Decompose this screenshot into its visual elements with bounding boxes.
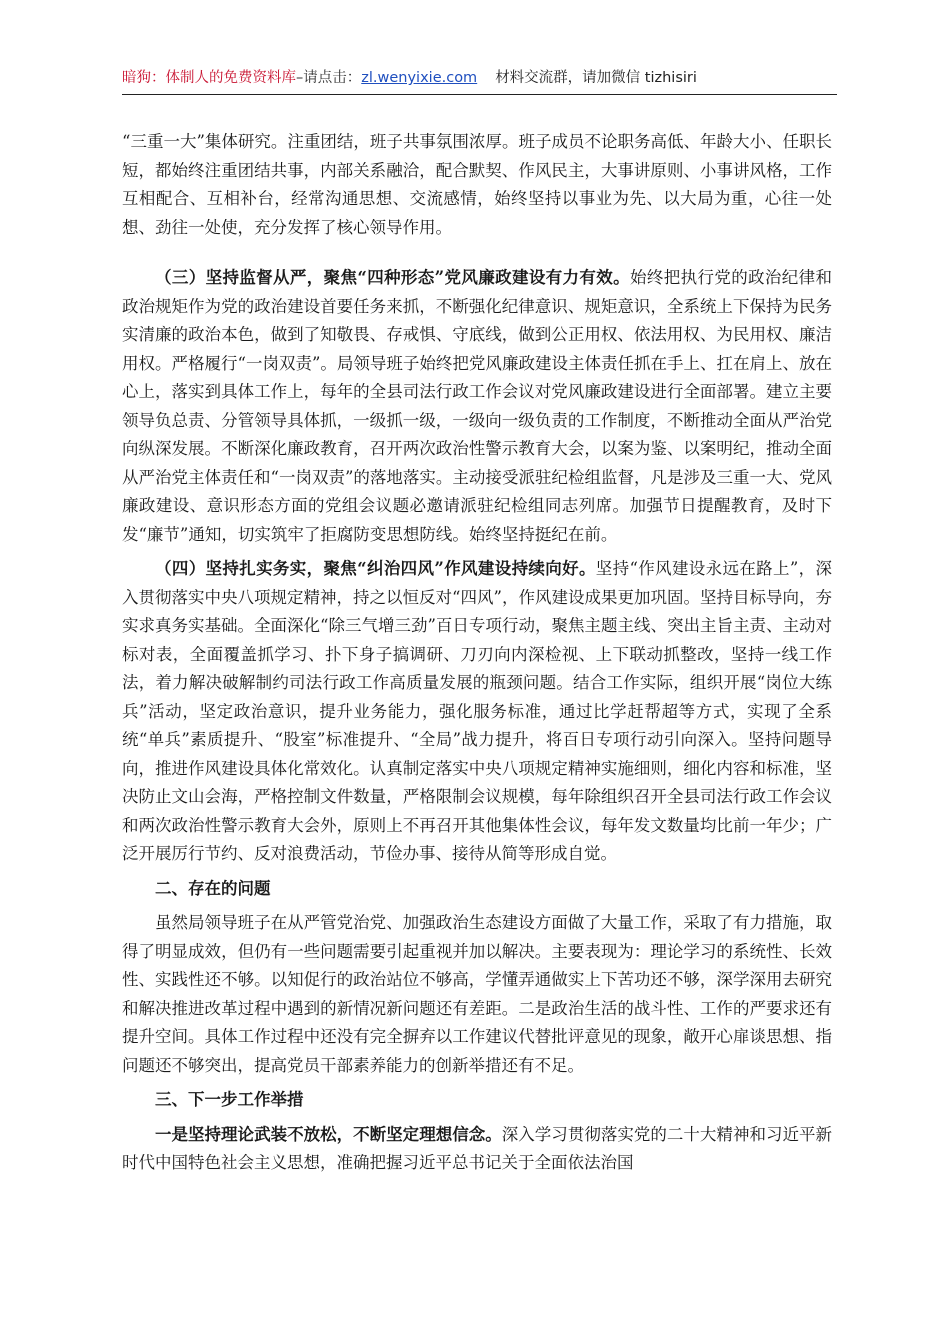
header-url-link[interactable]: zl.wenyixie.com (361, 70, 478, 86)
header-site-name: 暗狗：体制人的免费资料库 (122, 70, 296, 86)
paragraph-theory (122, 1121, 832, 1178)
paragraph-problems: 虽然局领导班子在从严管党治党、加强政治生态建设方面做了大量工作，采取了有力措施，取得了明显成效，但仍有一些问题需要引起重视并加以解决。主要表现为：理论学习的系统性、长效性、实践性还不够。以知促行的政治站位不够高，学懂弄通做实上下苦功还不够，深学深用去研究和解决推进改革过程中遇到的新情况新问题还有差距。二是政治生活的战斗性、工作的严要求还有提升空间。具体工作过程中还没有完全摒弃以工作建议代替批评意见的现象，敞开心扉谈思想、指问题还不够突出，提高党员干部素养能力的创新举措还有不足。 (122, 913, 832, 1075)
section-heading-problems: 二、存在的问题 (155, 878, 271, 898)
heading-theory: 一是坚持理论武装不放松，不断坚定理想信念。 (155, 1124, 502, 1144)
document-body (122, 128, 832, 1178)
heading-work-style: （四）坚持扎实务实，聚焦“纠治四风”作风建设持续向好。 (155, 559, 596, 578)
header-wechat-note: 材料交流群，请加微信 tizhisiri (495, 70, 697, 86)
section-heading-next-steps: 三、下一步工作举措 (155, 1090, 304, 1109)
text-theory: 深入学习贯彻落实党的二十大精神和习近平新时代中国特色社会主义思想，准确把握习近平总书记关于全面依法治国 (122, 1124, 833, 1172)
text-work-style: 坚持“作风建设永远在路上”，深入贯彻落实中央八项规定精神，持之以恒反对“四风”，作风建设成果更加巩固。坚持目标导向，夯实求真务实基础。全面深化“除三气增三劲”百日专项行动，聚焦主题主线、突出主旨主责、主动对标对表，全面覆盖抓学习、扑下身子搞调研、刀刃向内深检视、上下联动抓整改，坚持一线工作法，着力解决破解制约司法行政工作高质量发展的瓶颈问题。结合工作实际，组织开展“岗位大练兵”活动，坚定政治意识，提升业务能力，强化服务标准，通过比学赶帮超等方式，实现了全系统“单兵”素质提升、“股室”标准提升、“全局”战力提升，将百日专项行动引向深入。坚持问题导向，推进作风建设具体化常效化。认真制定落实中央八项规定精神实施细则，细化内容和标准，坚决防止文山会海，严格控制文件数量，严格限制会议规模，每年除组织召开全县司法行政工作会议和两次政治性警示教育大会外，原则上不再召开其他集体性会议，每年发文数量均比前一年少；广泛开展厉行节约、反对浪费活动，节俭办事、接待从简等形成自觉。 (122, 559, 832, 863)
header-click-prefix: –请点击： (296, 70, 362, 86)
page-header (122, 68, 837, 95)
heading-supervision: （三）坚持监督从严，聚焦“四种形态”党风廉政建设有力有效。 (155, 268, 631, 287)
paragraph-leadership-unity: “三重一大”集体研究。注重团结，班子共事氛围浓厚。班子成员不论职务高低、年龄大小、任职长短，都始终注重团结共事，内部关系融洽，配合默契、作风民主，大事讲原则、小事讲风格，工作互相配合、互相补台，经常沟通思想、交流感情，始终坚持以事业为先、以大局为重，心往一处想、劲往一处使，充分发挥了核心领导作用。 (122, 132, 832, 237)
text-supervision: 始终把执行党的政治纪律和政治规矩作为党的政治建设首要任务来抓，不断强化纪律意识、规矩意识，全系统上下保持为民务实清廉的政治本色，做到了知敬畏、存戒惧、守底线，做到公正用权、依法用权、为民用权、廉洁用权。严格履行“一岗双责”。局领导班子始终把党风廉政建设主体责任抓在手上、扛在肩上、放在心上，落实到具体工作上，每年的全县司法行政工作会议对党风廉政建设进行全面部署。建立主要领导负总责、分管领导具体抓，一级抓一级，一级向一级负责的工作制度，不断推动全面从严治党向纵深发展。不断深化廉政教育，召开两次政治性警示教育大会，以案为鉴、以案明纪，推动全面从严治党主体责任和“一岗双责”的落地落实。主动接受派驻纪检组监督，凡是涉及三重一大、党风廉政建设、意识形态方面的党组会议题必邀请派驻纪检组同志列席。加强节日提醒教育，及时下发“廉节”通知，切实筑牢了拒腐防变思想防线。始终坚持挺纪在前。 (122, 268, 833, 544)
paragraph-supervision (122, 264, 832, 549)
paragraph-work-style (122, 555, 832, 869)
